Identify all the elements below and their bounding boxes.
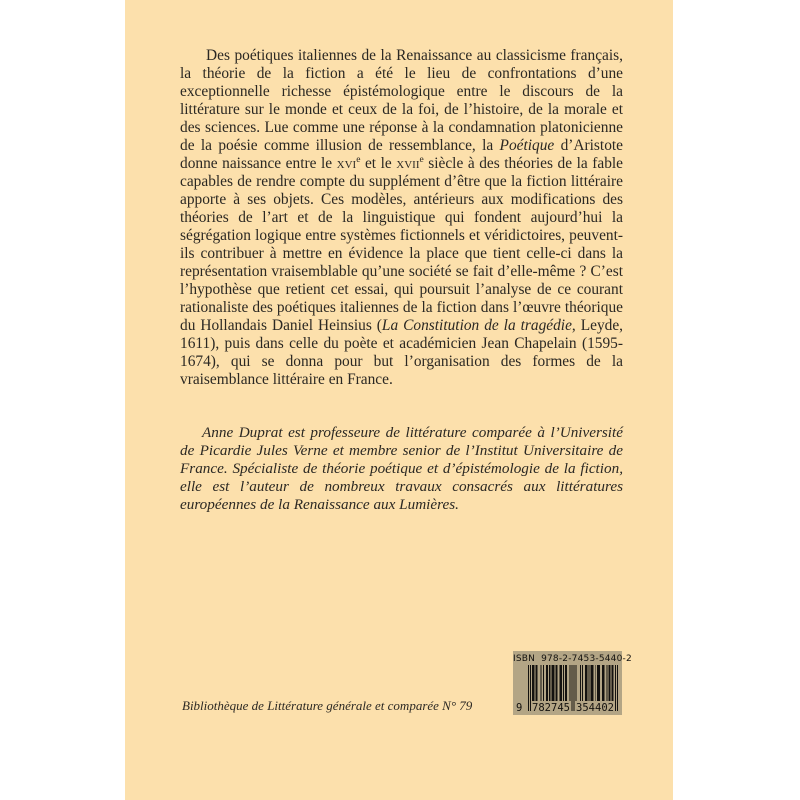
author-bio-paragraph: Anne Duprat est professeure de littérature comparée à l’Université de Picardie Jules Verne et membre senior de l’Institut Universitaire de France. Spécialiste de théorie poétique et d’épistémologie de la fiction, elle est l’auteur de nombreux travaux consacrés aux littératures européennes de la Renaissance aux Lumières. bbox=[180, 424, 623, 513]
ean-digit-group-2: 782745 bbox=[532, 702, 570, 714]
isbn-value: 978-2-7453-5440-2 bbox=[541, 654, 632, 664]
ean-digit-group-1: 9 bbox=[516, 702, 523, 714]
barcode-panel bbox=[513, 651, 632, 715]
book-back-cover bbox=[125, 0, 673, 800]
isbn-line bbox=[513, 654, 632, 664]
back-cover-text-column bbox=[180, 47, 623, 514]
isbn-label: ISBN bbox=[513, 654, 536, 664]
series-label: Bibliothèque de Littérature générale et comparée N° 79 bbox=[182, 698, 473, 713]
ean-digit-group-3: 354402 bbox=[576, 702, 614, 714]
main-paragraph: Des poétiques italiennes de la Renaissance au classicisme français, la théorie de la fiction a été le lieu de confrontations d’une exceptionnelle richesse épistémologique entre le discours de la littérature sur le monde et ceux de la foi, de l’histoire, de la morale et des sciences. Lue comme une réponse à la condamnation platonicienne de la poésie comme illusion de ressemblance, la Poétique d’Aristote donne naissance entre le xvi$^e$ et le xvii$^e$ siècle à des théories de la fable capables de rendre compte du supplément d’être que la fiction littéraire apporte à ses objets. Ces modèles, antérieurs aux modifications des théories de l’art et de la linguistique qui fondent aujourd’hui la ségrégation logique entre systèmes fictionnels et véridictoires, peuvent-ils contribuer à mettre en évidence la place que tient celle-ci dans la représentation vraisemblable qu’une société se fait d’elle-même ? C’est l’hypothèse que retient cet essai, qui poursuit l’analyse de ce courant rationaliste des poétiques italiennes de la fiction dans l’œuvre théorique du Hollandais Daniel Heinsius (La Constitution de la tragédie, Leyde, 1611), puis dans celle du poète et académicien Jean Chapelain (1595-1674), qui se donna pour but l’organisation des formes de la vraisemblance littéraire en France. bbox=[180, 47, 624, 388]
